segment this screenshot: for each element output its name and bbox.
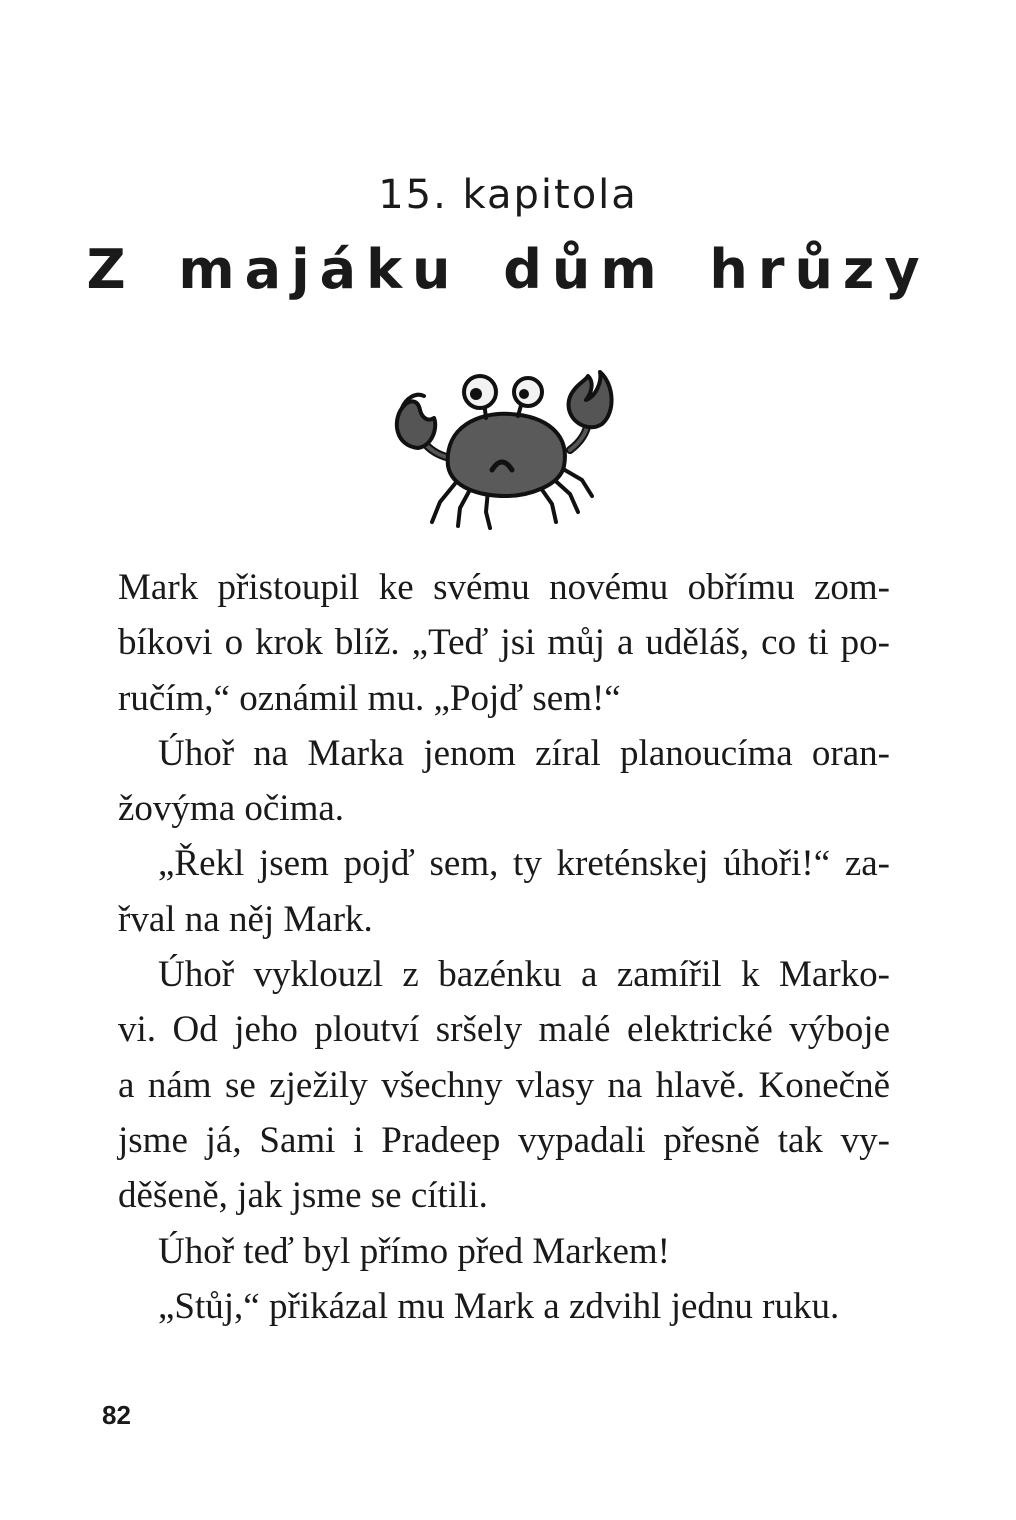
- text-line: děšeně, jak jsme se cítili.: [118, 1175, 488, 1217]
- page-number: 82: [102, 1400, 131, 1430]
- text-line: ručím,“ oznámil mu. „Pojď sem!“: [118, 677, 621, 719]
- text-line: „Stůj,“ přikázal mu Mark a zdvihl jednu ruku.: [158, 1285, 840, 1327]
- chapter-title: Z majáku dům hrůzy: [86, 238, 930, 301]
- text-line: bíkovi o krok blíž. „Teď jsi můj a uděláš, co ti po-: [118, 622, 890, 664]
- text-line: Úhoř vyklouzl z bazénku a zamířil k Marko-: [158, 954, 890, 996]
- text-line: jsme já, Sami i Pradeep vypadali přesně tak vy-: [118, 1119, 890, 1161]
- text-line: a nám se zježily všechny vlasy na hlavě. Konečně: [118, 1064, 890, 1106]
- text-line: řval na něj Mark.: [118, 898, 373, 940]
- text-line: „Řekl jsem pojď sem, ty kreténskej úhoři!“ za-: [158, 843, 890, 885]
- body-text: [118, 560, 890, 1334]
- text-line: Úhoř na Marka jenom zíral planoucíma oran-: [158, 732, 890, 774]
- text-line: Úhoř teď byl přímo před Markem!: [158, 1230, 670, 1272]
- text-line: vi. Od jeho ploutví sršely malé elektrické výboje: [118, 1009, 890, 1051]
- text-line: žovýma očima.: [118, 788, 345, 830]
- crab-icon: [388, 362, 624, 530]
- text-line: Mark přistoupil ke svému novému obřímu zom-: [118, 567, 890, 608]
- chapter-number: 15. kapitola: [378, 172, 638, 218]
